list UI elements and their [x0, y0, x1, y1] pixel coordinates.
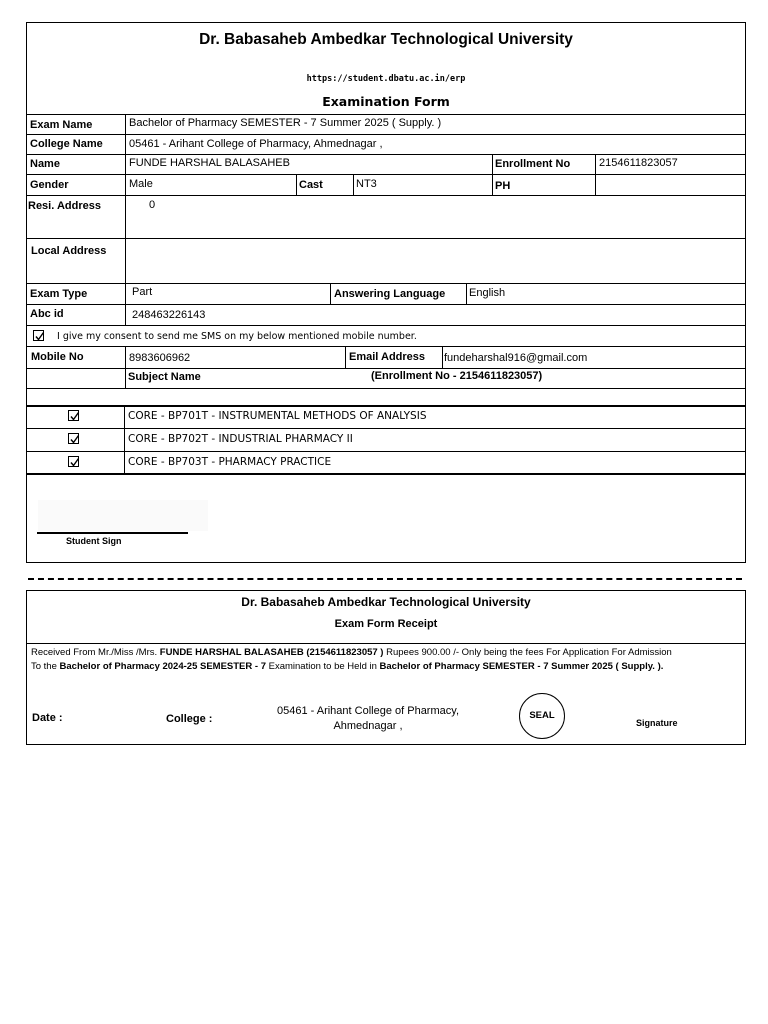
row-divider	[26, 451, 746, 452]
signature-line	[37, 532, 188, 534]
consent-checkbox[interactable]	[33, 330, 44, 341]
row-divider	[26, 346, 746, 347]
subject-name: CORE - BP701T - INSTRUMENTAL METHODS OF ANALYSIS	[128, 410, 427, 422]
college-name-value: 05461 - Arihant College of Pharmacy, Ahmednagar ,	[129, 138, 383, 150]
receipt-divider	[26, 643, 746, 644]
consent-text: I give my consent to send me SMS on my below mentioned mobile number.	[57, 331, 417, 342]
checkmark-icon	[69, 411, 80, 422]
col-divider	[296, 174, 297, 195]
answering-language-value: English	[469, 287, 506, 299]
signature-area	[38, 500, 208, 531]
receipt-line-1	[31, 647, 672, 658]
receipt-exam: Bachelor of Pharmacy SEMESTER - 7 Summer 2025 ( Supply. ).	[379, 661, 664, 672]
university-title: Dr. Babasaheb Ambedkar Technological University	[199, 31, 573, 48]
checkmark-icon	[69, 434, 80, 445]
abc-id-label: Abc id	[30, 308, 64, 320]
resi-address-value: 0	[149, 199, 156, 211]
subject-checkbox[interactable]	[68, 410, 79, 421]
cast-label: Cast	[299, 179, 323, 191]
col-divider	[595, 154, 596, 195]
enrollment-header: (Enrollment No - 2154611823057)	[371, 370, 543, 382]
receipt-course: Bachelor of Pharmacy 2024-25 SEMESTER - 7	[59, 661, 266, 672]
col-divider	[442, 346, 443, 368]
seal-label: SEAL	[529, 710, 555, 721]
row-divider	[26, 195, 746, 196]
college-name-label: College Name	[30, 138, 103, 150]
subject-checkbox[interactable]	[68, 433, 79, 444]
row-divider	[26, 428, 746, 429]
subject-name: CORE - BP702T - INDUSTRIAL PHARMACY II	[128, 433, 353, 445]
student-sign-label: Student Sign	[66, 536, 122, 546]
row-divider	[26, 174, 746, 175]
row-divider	[26, 304, 746, 305]
receipt-date-label: Date :	[32, 712, 63, 724]
receipt-title: Exam Form Receipt	[334, 618, 438, 630]
row-divider	[26, 134, 746, 135]
local-address-label: Local Address	[31, 245, 107, 257]
exam-name-label: Exam Name	[30, 119, 93, 131]
signature-label: Signature	[636, 718, 678, 728]
row-divider	[26, 154, 746, 155]
erp-url[interactable]: https://student.dbatu.ac.in/erp	[306, 74, 466, 84]
ph-label: PH	[495, 180, 511, 192]
enrollment-value: 2154611823057	[599, 157, 678, 169]
receipt-college-line2: Ahmednagar ,	[333, 720, 403, 732]
abc-id-value: 248463226143	[132, 309, 206, 321]
exam-name-value: Bachelor of Pharmacy SEMESTER - 7 Summer 2025 ( Supply. )	[129, 117, 442, 129]
cast-value: NT3	[356, 178, 377, 190]
name-value: FUNDE HARSHAL BALASAHEB	[129, 157, 290, 169]
receipt-college-label: College :	[166, 713, 213, 725]
row-divider	[26, 114, 746, 115]
col-divider	[330, 283, 331, 304]
row-divider	[26, 325, 746, 326]
receipt-line-2	[31, 661, 663, 672]
col-divider	[466, 283, 467, 304]
subject-name: CORE - BP703T - PHARMACY PRACTICE	[128, 456, 332, 468]
subject-checkbox[interactable]	[68, 456, 79, 467]
receipt-prefix: Received From Mr./Miss /Mrs.	[31, 647, 158, 658]
email-label: Email Address	[349, 351, 426, 363]
col-divider	[345, 346, 346, 368]
gender-label: Gender	[30, 179, 69, 191]
exam-type-value: Part	[132, 286, 153, 298]
mobile-value: 8983606962	[129, 352, 191, 364]
col-divider	[125, 283, 126, 325]
cut-line	[28, 578, 742, 580]
receipt-college-line1: 05461 - Arihant College of Pharmacy,	[276, 705, 459, 717]
receipt-fee-text: Rupees 900.00 /- Only being the fees For Application For Admission	[386, 647, 672, 658]
col-divider	[125, 346, 126, 388]
row-divider	[26, 473, 746, 475]
col-divider	[125, 114, 126, 284]
receipt-to-the: To the	[31, 661, 57, 672]
row-divider	[26, 388, 746, 389]
row-divider	[26, 368, 746, 369]
answering-language-label: Answering Language	[334, 288, 446, 300]
receipt-university-title: Dr. Babasaheb Ambedkar Technological University	[241, 595, 531, 609]
row-divider	[26, 238, 746, 239]
email-value: fundeharshal916@gmail.com	[444, 352, 588, 364]
row-divider	[26, 405, 746, 407]
receipt-held-in: Examination to be Held in	[268, 661, 377, 672]
exam-type-label: Exam Type	[30, 288, 88, 300]
resi-address-label: Resi. Address	[28, 200, 101, 212]
form-title: Examination Form	[322, 94, 450, 109]
enrollment-label: Enrollment No	[495, 158, 571, 170]
name-label: Name	[30, 158, 60, 170]
col-divider	[353, 174, 354, 195]
gender-value: Male	[129, 178, 153, 190]
subject-name-header: Subject Name	[128, 371, 201, 383]
checkmark-icon	[69, 457, 80, 468]
mobile-label: Mobile No	[31, 351, 84, 363]
row-divider	[26, 283, 746, 284]
col-divider	[492, 154, 493, 195]
col-divider	[124, 405, 125, 473]
checkmark-icon	[34, 331, 45, 342]
receipt-student-name: FUNDE HARSHAL BALASAHEB (2154611823057 )	[159, 647, 384, 658]
